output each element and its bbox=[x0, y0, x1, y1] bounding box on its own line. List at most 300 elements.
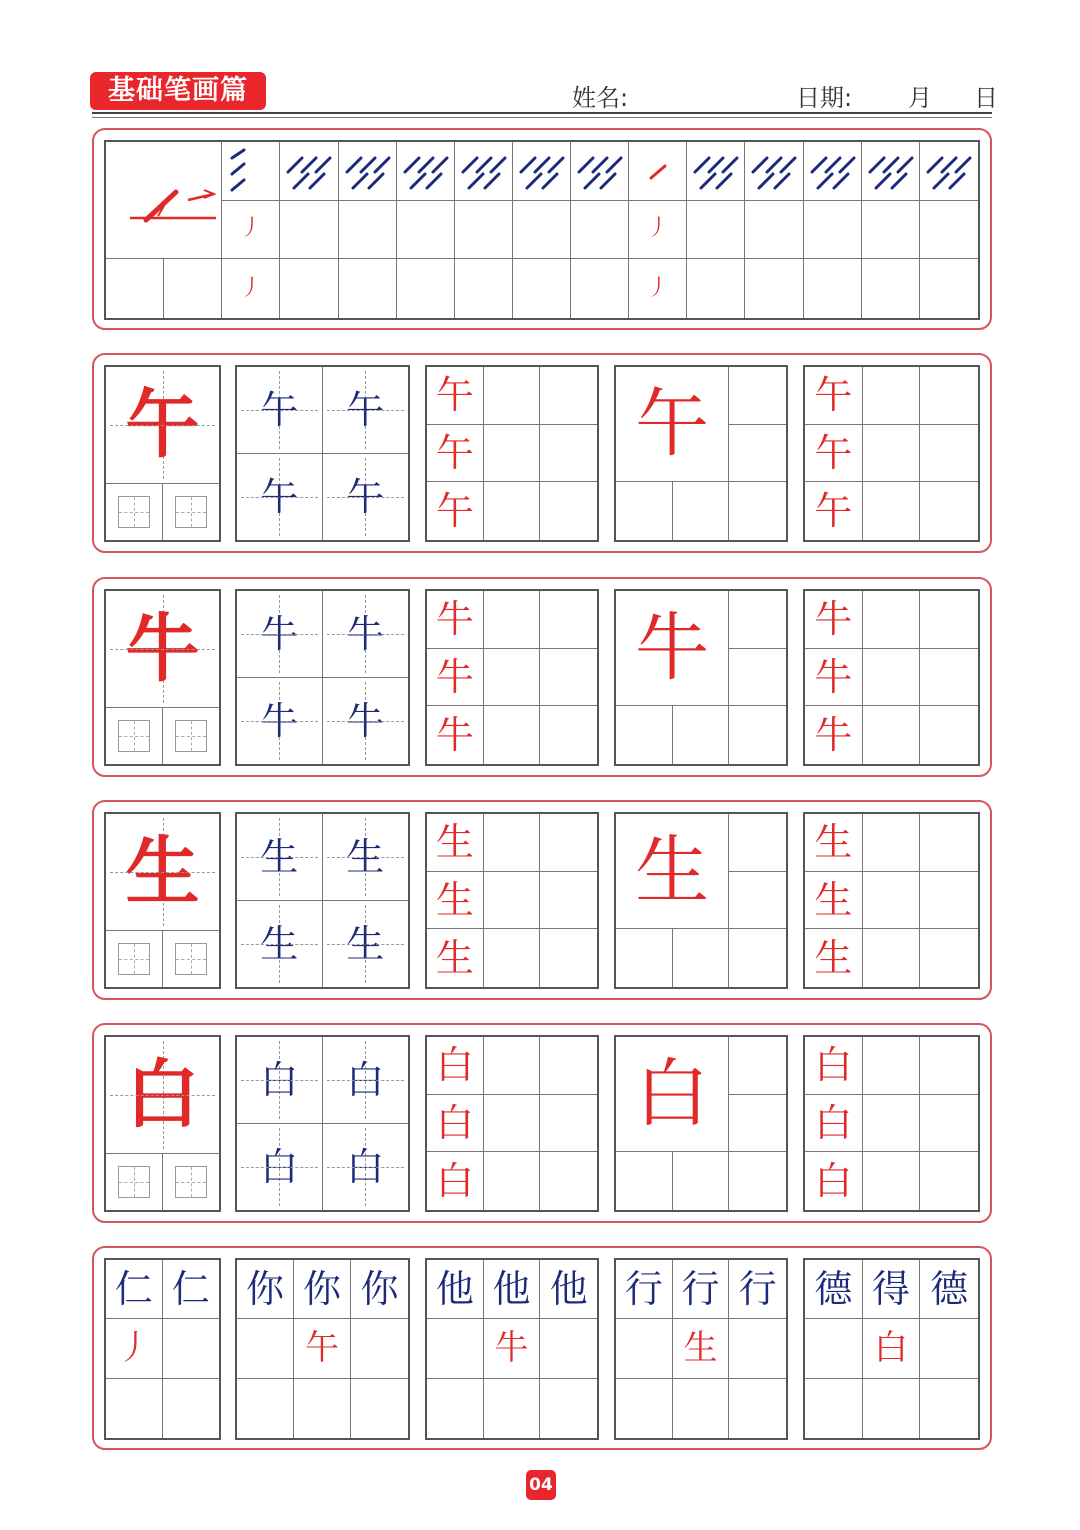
big-char: 白 bbox=[635, 1051, 710, 1138]
trace-grid-a-cell bbox=[427, 814, 484, 872]
stroke-cell bbox=[571, 142, 629, 201]
stroke-cell bbox=[339, 142, 397, 201]
compare-grid-cell bbox=[294, 1379, 351, 1438]
stroke-order-cell bbox=[106, 1154, 163, 1210]
big-char-blank bbox=[616, 482, 673, 540]
compare-grid-cell bbox=[863, 1319, 921, 1378]
trace-char: 午 bbox=[814, 430, 853, 475]
stroke-cell bbox=[862, 259, 920, 318]
stroke-cell bbox=[106, 259, 164, 318]
compare-grid-cell bbox=[427, 1260, 484, 1319]
model-box bbox=[104, 589, 221, 766]
stroke-cell bbox=[920, 259, 978, 318]
model-2x2-char: 生 bbox=[346, 834, 385, 879]
trace-grid-a bbox=[425, 589, 599, 766]
model-2x2-char: 午 bbox=[346, 387, 385, 432]
big-char-cell bbox=[616, 1037, 729, 1152]
big-char-cell bbox=[616, 591, 729, 706]
compare-grid-cell bbox=[427, 1379, 484, 1438]
trace-char: 午 bbox=[814, 489, 853, 534]
big-char: 午 bbox=[635, 381, 710, 468]
name-label: 姓名: bbox=[572, 84, 629, 112]
mini-grid bbox=[118, 720, 150, 752]
compare-grid-cell bbox=[540, 1379, 597, 1438]
stroke-cell bbox=[629, 142, 687, 201]
model-2x2-char: 午 bbox=[346, 474, 385, 519]
compare-grid-cell bbox=[805, 1319, 863, 1378]
month-label: 月 bbox=[908, 84, 932, 112]
trace-grid-a-cell bbox=[540, 814, 597, 872]
model-2x2-cell bbox=[237, 814, 323, 901]
compare-grid-cell bbox=[729, 1379, 786, 1438]
compare-hint-char: 丿 bbox=[116, 1328, 151, 1369]
compare-char: 你 bbox=[360, 1267, 399, 1312]
compare-grid-cell bbox=[729, 1260, 786, 1319]
big-char-blank bbox=[729, 929, 786, 987]
stroke-trace-mark bbox=[804, 142, 862, 201]
stroke-cell bbox=[339, 201, 397, 260]
trace-grid-b-cell bbox=[863, 591, 921, 649]
model-char: 午 bbox=[125, 382, 200, 468]
big-char-blank bbox=[673, 706, 730, 764]
stroke-cell bbox=[745, 142, 803, 201]
stroke-cell bbox=[745, 201, 803, 260]
compare-grid-cell bbox=[237, 1260, 294, 1319]
trace-grid-b-cell bbox=[920, 706, 978, 764]
compare-char: 得 bbox=[871, 1267, 910, 1312]
trace-grid-a-cell bbox=[540, 1152, 597, 1210]
compare-grid-cell bbox=[294, 1319, 351, 1378]
trace-grid-b-cell bbox=[863, 482, 921, 540]
trace-char: 白 bbox=[814, 1100, 853, 1145]
stroke-cell bbox=[397, 259, 455, 318]
header-rule bbox=[92, 112, 992, 114]
trace-char: 牛 bbox=[814, 654, 853, 699]
stroke-cell bbox=[280, 201, 338, 260]
stroke-trace-mark bbox=[222, 142, 280, 201]
model-box bbox=[104, 1035, 221, 1212]
compare-char: 仁 bbox=[171, 1267, 210, 1312]
stroke-cell bbox=[397, 142, 455, 201]
mini-grid bbox=[118, 1166, 150, 1198]
compare-grid-cell bbox=[484, 1379, 541, 1438]
compare-grid-cell bbox=[616, 1379, 673, 1438]
stroke-cell bbox=[920, 142, 978, 201]
big-char-grid bbox=[614, 1035, 788, 1212]
stroke-trace-mark bbox=[571, 142, 629, 201]
big-char-blank bbox=[673, 929, 730, 987]
model-2x2-cell bbox=[323, 901, 409, 988]
stroke-order-cell bbox=[163, 708, 220, 764]
trace-grid-b-cell bbox=[920, 367, 978, 425]
trace-grid-b bbox=[803, 1035, 980, 1212]
trace-grid-b-cell bbox=[920, 425, 978, 483]
model-2x2-char: 白 bbox=[260, 1144, 299, 1189]
big-char-blank bbox=[729, 1095, 786, 1153]
trace-grid-a-cell bbox=[484, 814, 541, 872]
model-cell bbox=[106, 1037, 219, 1154]
section-title-badge: 基础笔画篇 bbox=[90, 72, 266, 110]
model-2x2-char: 牛 bbox=[346, 698, 385, 743]
model-2x2-cell bbox=[323, 678, 409, 765]
trace-grid-b-cell bbox=[920, 814, 978, 872]
trace-grid-b-cell bbox=[805, 929, 863, 987]
mini-grid bbox=[118, 943, 150, 975]
trace-char: 白 bbox=[435, 1100, 474, 1145]
trace-char: 午 bbox=[814, 373, 853, 418]
trace-grid-b-cell bbox=[920, 649, 978, 707]
stroke-cell bbox=[804, 142, 862, 201]
big-char-blank bbox=[729, 367, 786, 425]
compare-grid-cell bbox=[294, 1260, 351, 1319]
trace-grid-b-cell bbox=[805, 591, 863, 649]
stroke-cell bbox=[804, 259, 862, 318]
stroke-cell bbox=[687, 142, 745, 201]
trace-grid-b-cell bbox=[863, 425, 921, 483]
trace-char: 生 bbox=[435, 877, 474, 922]
model-2x2 bbox=[235, 589, 410, 766]
model-box bbox=[104, 365, 221, 542]
trace-grid-a-cell bbox=[484, 1095, 541, 1153]
mini-grid bbox=[175, 1166, 207, 1198]
stroke-cell bbox=[222, 142, 280, 201]
compare-grid bbox=[104, 1258, 221, 1440]
compare-char: 行 bbox=[738, 1267, 777, 1312]
compare-char: 你 bbox=[302, 1267, 341, 1312]
trace-grid-b-cell bbox=[805, 649, 863, 707]
stroke-order-cell bbox=[163, 484, 220, 540]
stroke-cell bbox=[513, 201, 571, 260]
stroke-cell bbox=[687, 201, 745, 260]
big-char: 生 bbox=[635, 828, 710, 915]
compare-grid-cell bbox=[351, 1319, 408, 1378]
trace-grid-a-cell bbox=[484, 649, 541, 707]
trace-grid-a-cell bbox=[540, 1095, 597, 1153]
trace-grid-b-cell bbox=[805, 706, 863, 764]
stroke-grid bbox=[104, 140, 980, 320]
big-char: 牛 bbox=[635, 605, 710, 692]
big-char-blank bbox=[729, 814, 786, 872]
model-cell bbox=[106, 367, 219, 484]
compare-grid-cell bbox=[427, 1319, 484, 1378]
trace-grid-b-cell bbox=[805, 872, 863, 930]
stroke-cell bbox=[222, 259, 280, 318]
stroke-cell bbox=[164, 259, 222, 318]
model-2x2-char: 白 bbox=[346, 1144, 385, 1189]
trace-grid-a-cell bbox=[427, 872, 484, 930]
compare-char: 你 bbox=[245, 1267, 284, 1312]
model-2x2-cell bbox=[237, 454, 323, 541]
compare-grid bbox=[614, 1258, 788, 1440]
trace-char: 生 bbox=[814, 936, 853, 981]
stroke-order-cell bbox=[163, 931, 220, 987]
trace-grid-b-cell bbox=[863, 929, 921, 987]
model-cell bbox=[106, 814, 219, 931]
trace-char: 生 bbox=[814, 877, 853, 922]
compare-grid-cell bbox=[673, 1319, 730, 1378]
compare-grid-cell bbox=[863, 1379, 921, 1438]
stroke-cell bbox=[455, 259, 513, 318]
trace-char: 午 bbox=[435, 373, 474, 418]
stroke-trace-mark bbox=[455, 142, 513, 201]
compare-grid-cell bbox=[673, 1379, 730, 1438]
big-char-grid bbox=[614, 589, 788, 766]
stroke-trace-mark bbox=[280, 142, 338, 201]
trace-grid-b-cell bbox=[920, 482, 978, 540]
compare-char: 他 bbox=[549, 1267, 588, 1312]
trace-char: 生 bbox=[435, 820, 474, 865]
stroke-order-cell bbox=[163, 1154, 220, 1210]
model-2x2 bbox=[235, 812, 410, 989]
compare-grid-cell bbox=[673, 1260, 730, 1319]
trace-grid-a-cell bbox=[484, 706, 541, 764]
stroke-cell bbox=[629, 201, 687, 260]
compare-grid-cell bbox=[616, 1319, 673, 1378]
compare-char: 他 bbox=[492, 1267, 531, 1312]
big-char-grid bbox=[614, 812, 788, 989]
model-2x2 bbox=[235, 365, 410, 542]
big-char-blank bbox=[616, 706, 673, 764]
compare-hint-char: 生 bbox=[683, 1328, 718, 1369]
trace-grid-a-cell bbox=[427, 482, 484, 540]
trace-grid-b-cell bbox=[805, 367, 863, 425]
trace-grid-a-cell bbox=[427, 929, 484, 987]
trace-char: 牛 bbox=[435, 597, 474, 642]
trace-grid-a-cell bbox=[540, 706, 597, 764]
compare-char: 行 bbox=[681, 1267, 720, 1312]
stroke-cell bbox=[339, 259, 397, 318]
model-2x2-char: 生 bbox=[260, 921, 299, 966]
model-2x2-cell bbox=[323, 591, 409, 678]
trace-grid-a-cell bbox=[427, 1095, 484, 1153]
model-char: 白 bbox=[125, 1052, 200, 1138]
trace-grid-b-cell bbox=[920, 872, 978, 930]
trace-grid-a-cell bbox=[484, 425, 541, 483]
trace-grid-b bbox=[803, 365, 980, 542]
compare-char: 他 bbox=[435, 1267, 474, 1312]
stroke-demo-icon bbox=[106, 142, 222, 259]
trace-grid-a-cell bbox=[540, 367, 597, 425]
model-2x2-char: 生 bbox=[346, 921, 385, 966]
trace-grid-a bbox=[425, 812, 599, 989]
stroke-trace-mark bbox=[629, 142, 687, 201]
trace-grid-b-cell bbox=[863, 367, 921, 425]
compare-grid-cell bbox=[351, 1260, 408, 1319]
trace-grid-a-cell bbox=[427, 425, 484, 483]
big-char-blank bbox=[729, 482, 786, 540]
trace-grid-a-cell bbox=[427, 649, 484, 707]
compare-grid-cell bbox=[616, 1260, 673, 1319]
trace-grid-b-cell bbox=[920, 1037, 978, 1095]
stroke-cell bbox=[280, 259, 338, 318]
compare-char: 行 bbox=[624, 1267, 663, 1312]
trace-grid-b-cell bbox=[920, 929, 978, 987]
model-2x2-cell bbox=[323, 454, 409, 541]
stroke-demo-cell bbox=[106, 142, 222, 259]
mini-grid bbox=[175, 496, 207, 528]
trace-char: 牛 bbox=[814, 597, 853, 642]
trace-grid-a bbox=[425, 1035, 599, 1212]
stroke-order-cell bbox=[106, 484, 163, 540]
model-2x2-cell bbox=[237, 678, 323, 765]
model-2x2-cell bbox=[323, 367, 409, 454]
trace-grid-a-cell bbox=[484, 1037, 541, 1095]
day-label: 日 bbox=[974, 84, 998, 112]
trace-grid-b-cell bbox=[863, 1037, 921, 1095]
trace-grid-a-cell bbox=[484, 591, 541, 649]
stroke-trace-mark bbox=[397, 142, 455, 201]
trace-grid-a-cell bbox=[484, 1152, 541, 1210]
compare-hint-char: 白 bbox=[873, 1328, 908, 1369]
trace-grid-b-cell bbox=[805, 425, 863, 483]
model-2x2-char: 白 bbox=[346, 1057, 385, 1102]
stroke-trace-glyph: 丿 bbox=[646, 275, 669, 301]
compare-grid-cell bbox=[163, 1379, 220, 1438]
compare-grid-cell bbox=[540, 1260, 597, 1319]
trace-char: 生 bbox=[435, 936, 474, 981]
compare-char: 仁 bbox=[114, 1267, 153, 1312]
trace-grid-b bbox=[803, 589, 980, 766]
compare-grid-cell bbox=[920, 1319, 978, 1378]
model-2x2-cell bbox=[323, 814, 409, 901]
compare-grid-cell bbox=[163, 1260, 220, 1319]
big-char-blank bbox=[729, 425, 786, 483]
big-char-cell bbox=[616, 367, 729, 482]
compare-grid-cell bbox=[863, 1260, 921, 1319]
compare-grid-cell bbox=[237, 1379, 294, 1438]
trace-grid-a-cell bbox=[540, 649, 597, 707]
model-2x2-cell bbox=[237, 367, 323, 454]
trace-grid-a-cell bbox=[484, 872, 541, 930]
compare-grid-cell bbox=[729, 1319, 786, 1378]
stroke-cell bbox=[513, 259, 571, 318]
trace-grid-a-cell bbox=[427, 706, 484, 764]
compare-grid bbox=[803, 1258, 980, 1440]
stroke-order-cell bbox=[106, 931, 163, 987]
trace-char: 午 bbox=[435, 430, 474, 475]
trace-char: 午 bbox=[435, 489, 474, 534]
mini-grid bbox=[118, 496, 150, 528]
trace-grid-b-cell bbox=[863, 1095, 921, 1153]
compare-grid-cell bbox=[805, 1379, 863, 1438]
trace-grid-a-cell bbox=[484, 929, 541, 987]
stroke-cell bbox=[455, 201, 513, 260]
trace-char: 生 bbox=[814, 820, 853, 865]
trace-grid-b-cell bbox=[920, 1152, 978, 1210]
trace-char: 白 bbox=[435, 1043, 474, 1088]
trace-grid-a-cell bbox=[540, 872, 597, 930]
big-char-blank bbox=[729, 872, 786, 930]
stroke-cell bbox=[745, 259, 803, 318]
stroke-cell bbox=[862, 201, 920, 260]
stroke-cell bbox=[513, 142, 571, 201]
header-rule-thin bbox=[92, 117, 992, 118]
stroke-cell bbox=[222, 201, 280, 260]
model-2x2-cell bbox=[237, 1037, 323, 1124]
trace-char: 牛 bbox=[435, 713, 474, 758]
model-2x2-cell bbox=[323, 1124, 409, 1211]
big-char-grid bbox=[614, 365, 788, 542]
stroke-trace-glyph: 丿 bbox=[239, 275, 262, 301]
trace-char: 牛 bbox=[435, 654, 474, 699]
trace-char: 白 bbox=[435, 1159, 474, 1204]
compare-grid-cell bbox=[106, 1379, 163, 1438]
stroke-cell bbox=[571, 201, 629, 260]
mini-grid bbox=[175, 943, 207, 975]
compare-grid-cell bbox=[805, 1260, 863, 1319]
stroke-order-cell bbox=[106, 708, 163, 764]
compare-grid-cell bbox=[484, 1260, 541, 1319]
trace-grid-b bbox=[803, 812, 980, 989]
compare-grid bbox=[425, 1258, 599, 1440]
compare-grid-cell bbox=[540, 1319, 597, 1378]
page-number: 04 bbox=[526, 1470, 556, 1500]
trace-grid-a-cell bbox=[427, 367, 484, 425]
compare-hint-char: 午 bbox=[305, 1328, 339, 1369]
trace-grid-a-cell bbox=[484, 482, 541, 540]
model-2x2-char: 午 bbox=[260, 474, 299, 519]
trace-grid-a-cell bbox=[540, 425, 597, 483]
trace-grid-a-cell bbox=[427, 1037, 484, 1095]
trace-grid-b-cell bbox=[805, 1095, 863, 1153]
compare-grid-cell bbox=[106, 1319, 163, 1378]
compare-grid-cell bbox=[106, 1260, 163, 1319]
trace-grid-b-cell bbox=[863, 1152, 921, 1210]
stroke-trace-mark bbox=[513, 142, 571, 201]
model-2x2-cell bbox=[237, 1124, 323, 1211]
model-2x2-char: 生 bbox=[260, 834, 299, 879]
stroke-cell bbox=[397, 201, 455, 260]
compare-grid bbox=[235, 1258, 410, 1440]
model-cell bbox=[106, 591, 219, 708]
compare-grid-cell bbox=[163, 1319, 220, 1378]
trace-grid-b-cell bbox=[920, 591, 978, 649]
compare-char: 德 bbox=[814, 1267, 853, 1312]
big-char-cell bbox=[616, 814, 729, 929]
stroke-cell bbox=[920, 201, 978, 260]
big-char-blank bbox=[673, 1152, 730, 1210]
stroke-cell bbox=[804, 201, 862, 260]
compare-grid-cell bbox=[351, 1379, 408, 1438]
stroke-cell bbox=[687, 259, 745, 318]
trace-grid-b-cell bbox=[805, 1037, 863, 1095]
big-char-blank bbox=[729, 1152, 786, 1210]
big-char-blank bbox=[616, 929, 673, 987]
trace-grid-b-cell bbox=[863, 706, 921, 764]
compare-grid-cell bbox=[920, 1379, 978, 1438]
compare-grid-cell bbox=[237, 1319, 294, 1378]
big-char-blank bbox=[729, 649, 786, 707]
compare-hint-char: 牛 bbox=[494, 1328, 529, 1369]
model-2x2-char: 牛 bbox=[260, 698, 299, 743]
trace-grid-b-cell bbox=[805, 482, 863, 540]
trace-char: 白 bbox=[814, 1043, 853, 1088]
stroke-trace-mark bbox=[920, 142, 978, 201]
big-char-blank bbox=[616, 1152, 673, 1210]
big-char-blank bbox=[729, 591, 786, 649]
model-2x2-char: 白 bbox=[260, 1057, 299, 1102]
stroke-trace-mark bbox=[745, 142, 803, 201]
model-char: 生 bbox=[125, 829, 200, 915]
stroke-trace-mark bbox=[339, 142, 397, 201]
model-2x2-char: 午 bbox=[260, 387, 299, 432]
stroke-trace-mark bbox=[687, 142, 745, 201]
model-2x2-cell bbox=[237, 591, 323, 678]
stroke-cell bbox=[280, 142, 338, 201]
model-box bbox=[104, 812, 221, 989]
trace-grid-b-cell bbox=[863, 814, 921, 872]
date-label: 日期: bbox=[796, 84, 853, 112]
